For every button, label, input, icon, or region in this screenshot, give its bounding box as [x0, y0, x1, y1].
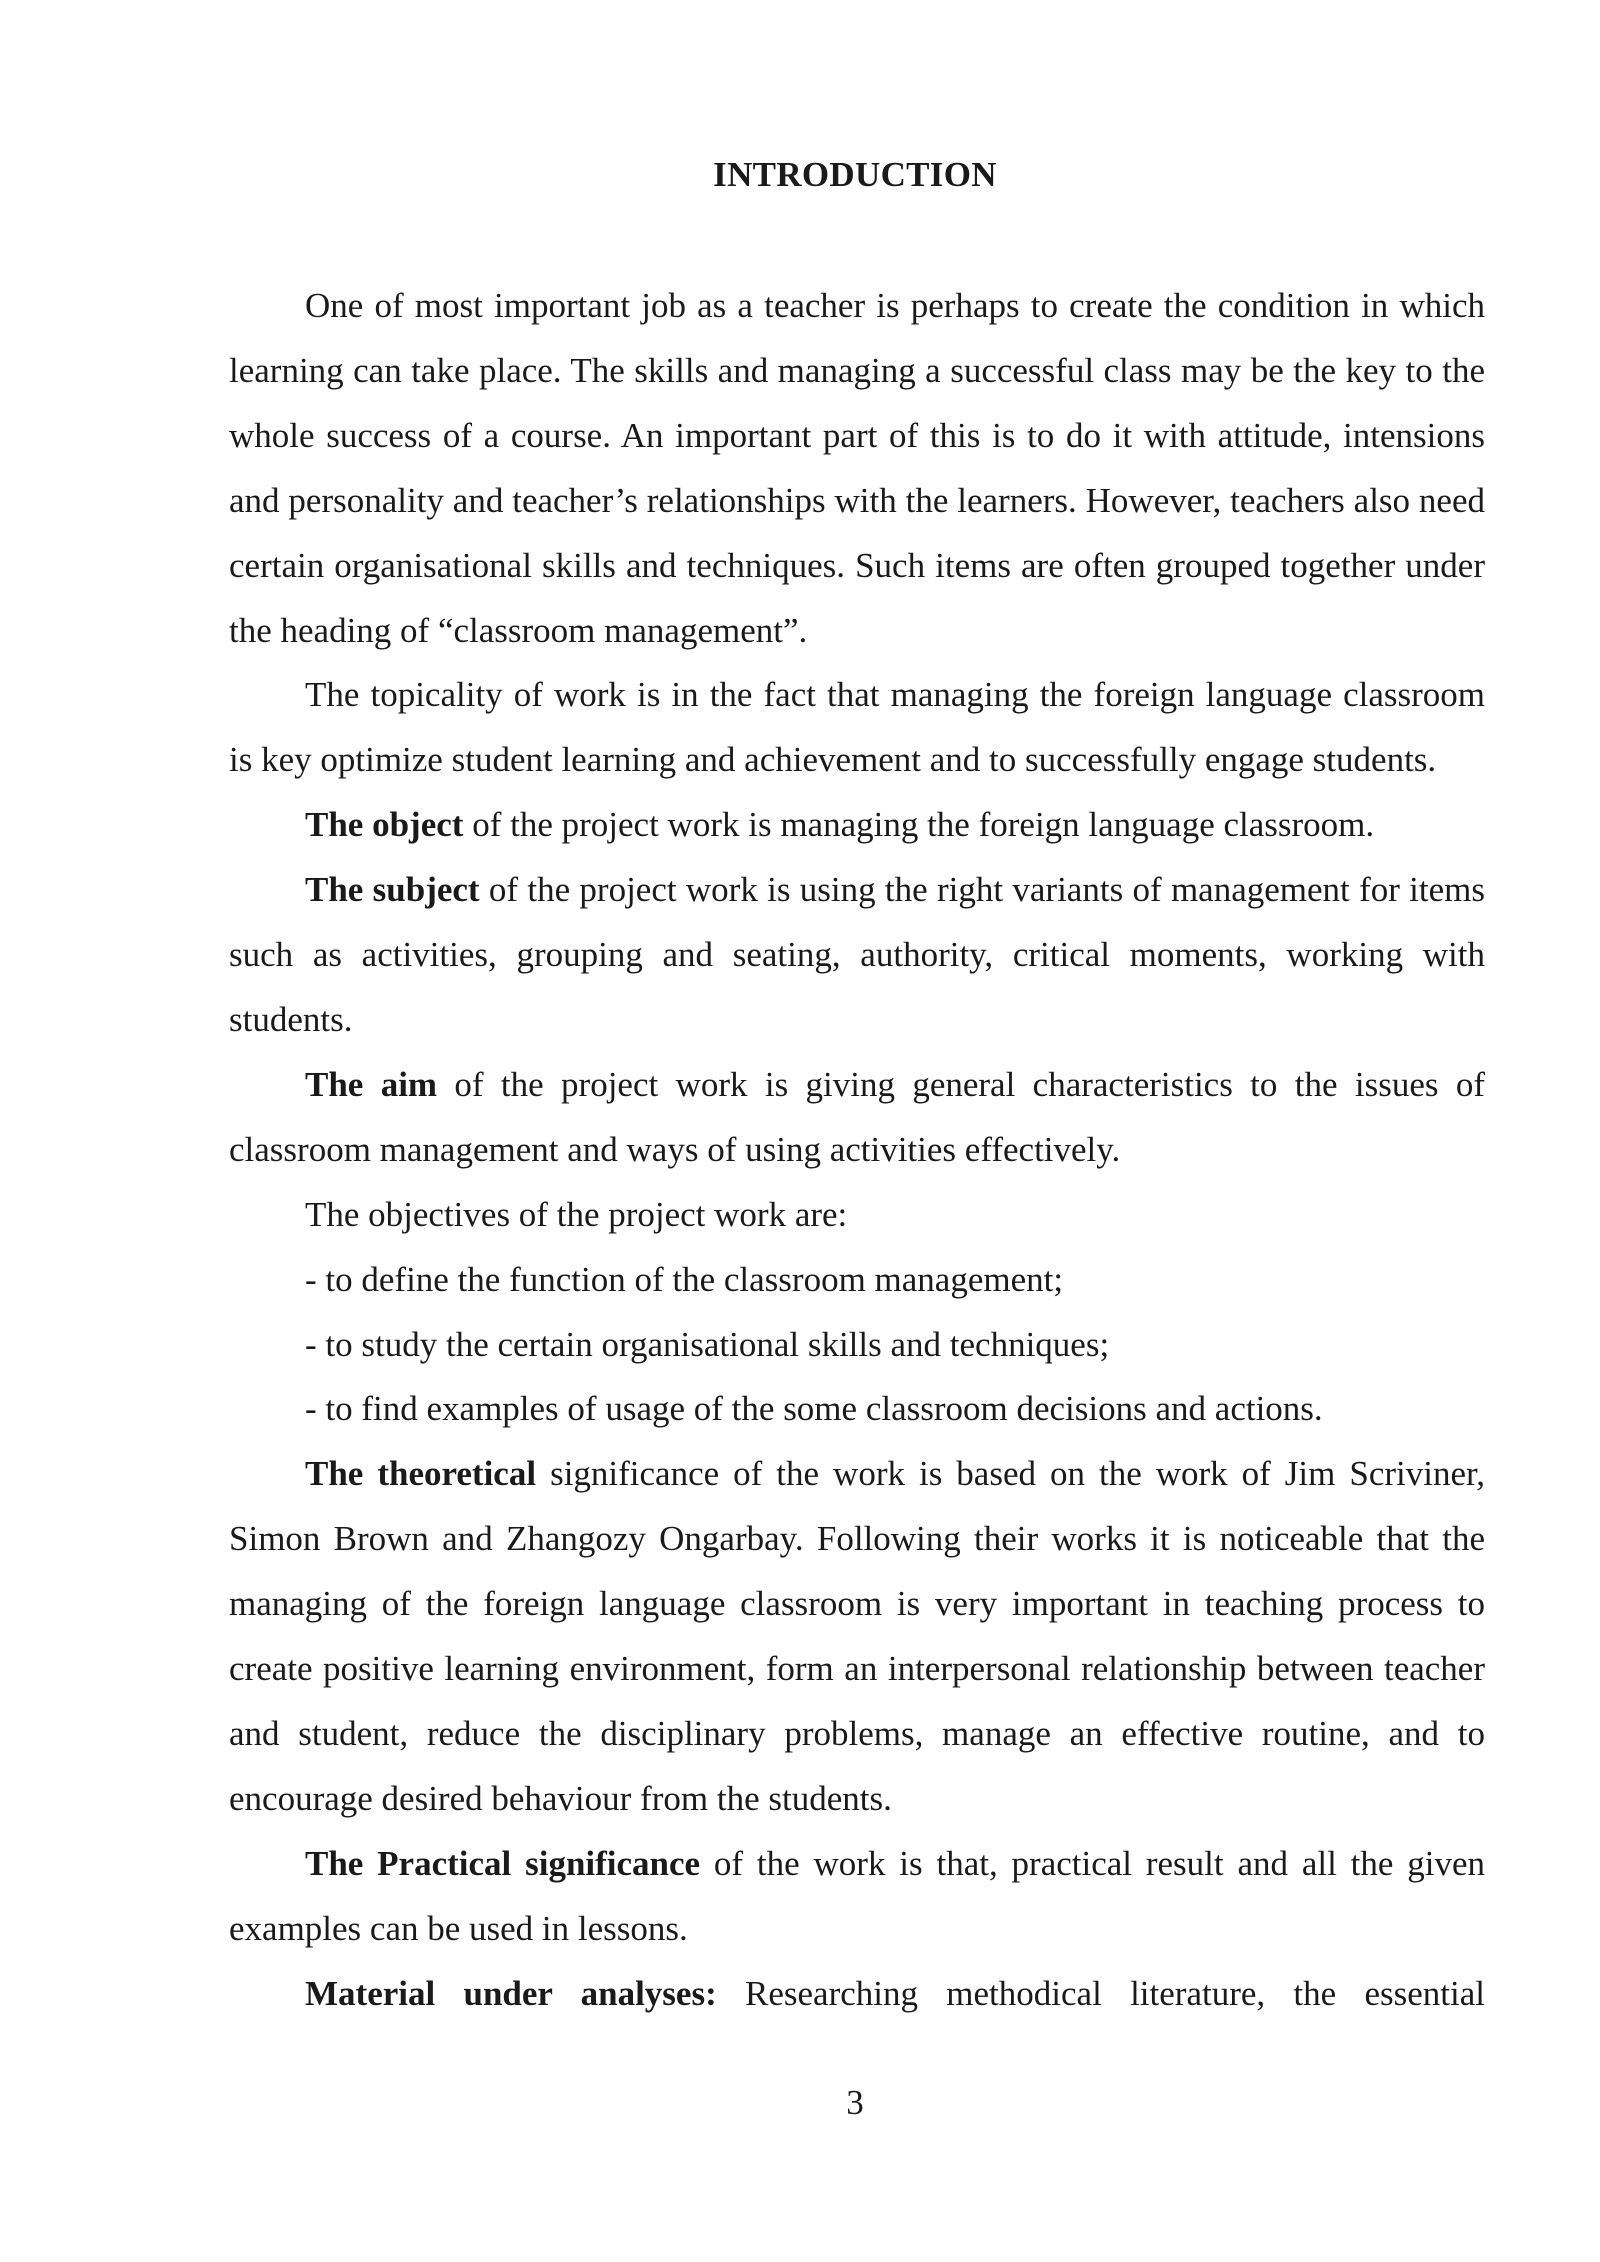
theoretical-text: significance of the work is based on the work of Jim Scriviner, Simon Brown and Zhangozy Ongarbay. Following their works it is noticeable that the managing of the foreign language classroom is very important in teaching process to create positive learning environment, form an interpersonal relationship between teacher and student, reduce the disciplinary problems, manage an effective routine, and to encourage desired behaviour from the students.: [229, 1454, 1486, 1818]
material-text: Researching methodical literature, the essential: [716, 1973, 1485, 2013]
body-text: [229, 274, 1485, 2026]
objective-item: - to define the function of the classroom management;: [305, 1259, 1064, 1299]
object-text: of the project work is managing the foreign language classroom.: [463, 805, 1375, 845]
objective-item: - to find examples of usage of the some classroom decisions and actions.: [305, 1389, 1323, 1429]
subject-label: The subject: [305, 870, 480, 910]
paragraph-object: [229, 793, 1485, 858]
objective-item: - to study the certain organisational skills and techniques;: [305, 1324, 1110, 1364]
paragraph-theoretical: [229, 1442, 1485, 1831]
aim-label: The aim: [305, 1064, 438, 1104]
page-number: 3: [846, 2083, 864, 2122]
paragraph-aim: [229, 1053, 1485, 1183]
paragraph-practical: [229, 1832, 1485, 1962]
paragraph-intro: One of most important job as a teacher is perhaps to create the condition in which learning can take place. The skills and managing a successful class may be the key to the whole success of a course. An important part of this is to do it with attitude, intensions and personality and teacher’s relationships with the learners. However, teachers also need certain organisational skills and techniques. Such items are often grouped together under the heading of “classroom management”.: [229, 286, 1485, 650]
subject-text: of the project work is using the right variants of management for items such as activities, grouping and seating, authority, critical moments, working with students.: [229, 870, 1486, 1039]
aim-text: of the project work is giving general characteristics to the issues of classroom management and ways of using activities effectively.: [229, 1064, 1485, 1169]
paragraph-material: [229, 1962, 1485, 2027]
material-label: Material under analyses:: [305, 1973, 717, 2013]
paragraph-objectives-intro: The objectives of the project work are:: [305, 1194, 848, 1234]
paragraph-topicality: The topicality of work is in the fact that managing the foreign language classroom is key optimize student learning and achievement and to successfully engage students.: [229, 675, 1485, 780]
practical-text: of the work is that, practical result and all the given examples can be used in lessons.: [229, 1843, 1485, 1948]
theoretical-label: The theoretical: [305, 1454, 537, 1494]
page-heading: INTRODUCTION: [713, 155, 997, 194]
paragraph-subject: [229, 858, 1485, 1053]
practical-label: The Practical significance: [305, 1843, 701, 1883]
object-label: The object: [305, 805, 464, 845]
